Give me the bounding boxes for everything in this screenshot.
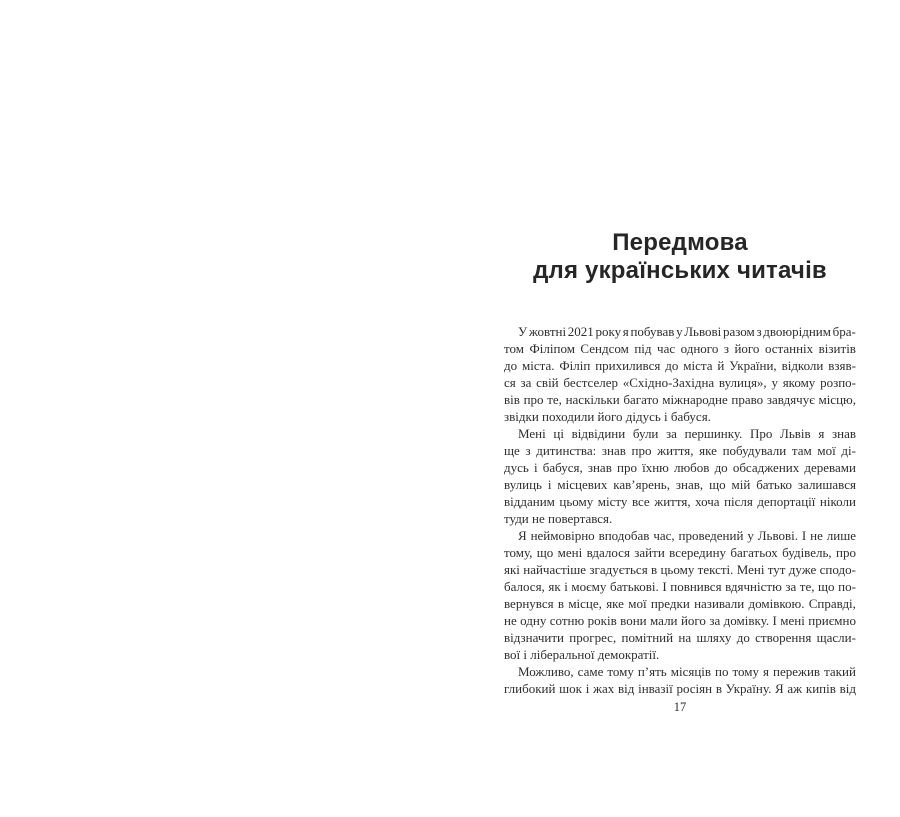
chapter-title-line-2: для українських читачів	[533, 257, 827, 284]
body-text	[504, 323, 856, 697]
body-line: том Філіпом Сендсом під час одного з його останніх візитів	[504, 341, 856, 356]
body-line: відзначити прогрес, помітний на шляху до створення щасли-	[504, 630, 856, 645]
body-line: ще з дитинства: знав про життя, яке побудували там мої ді-	[504, 443, 856, 458]
body-line: Мені ці відвідини були за першинку. Про Львів я знав	[518, 426, 856, 441]
body-line: вів про те, наскільки багато міжнародне право завдячує місцю,	[504, 392, 856, 407]
body-line: У жовтні 2021 року я побував у Львові разом з двоюрідним бра-	[518, 324, 856, 339]
body-line: глибокий шок і жах від інвазії росіян в Україну. Я аж кипів від	[504, 681, 856, 696]
body-line: тому, що мені вдалося зайти всередину багатьох будівель, про	[504, 545, 856, 560]
body-line: дусь і бабуся, знав про їхню любов до обсаджених деревами	[504, 460, 856, 475]
body-line: звідки походили його дідусь і бабуся.	[504, 409, 711, 424]
body-line: які найчастіше згадується в цьому тексті. Мені тут дуже сподо-	[504, 562, 856, 577]
body-line: Можливо, саме тому п’ять місяців по тому я пережив такий	[518, 664, 856, 679]
body-line: відданим цьому місту все життя, хоча після депортації ніколи	[504, 494, 856, 509]
chapter-title	[504, 229, 856, 285]
body-line: ся за свій бестселер «Східно-Західна вулиця», у якому розпо-	[504, 375, 856, 390]
body-line: вернувся в місце, яке мої предки називали домівкою. Справді,	[504, 596, 856, 611]
body-line: вої і ліберальної демократії.	[504, 647, 660, 662]
body-line: не одну сотню років вони мали його за домівку. І мені приємно	[504, 613, 856, 628]
body-line: балося, як і моєму батькові. І повнився вдячністю за те, що по-	[504, 579, 856, 594]
page-number: 17	[673, 700, 687, 714]
body-line: Я неймовірно вподобав час, проведений у Львові. І не лише	[518, 528, 856, 543]
body-line: вулиць і місцевих кав’ярень, знав, що мій батько залишався	[504, 477, 856, 492]
chapter-title-line-1: Передмова	[612, 229, 748, 256]
body-line: до міста. Філіп прихилився до міста й України, відколи взяв-	[504, 358, 856, 373]
body-line: туди не повертався.	[504, 511, 613, 526]
